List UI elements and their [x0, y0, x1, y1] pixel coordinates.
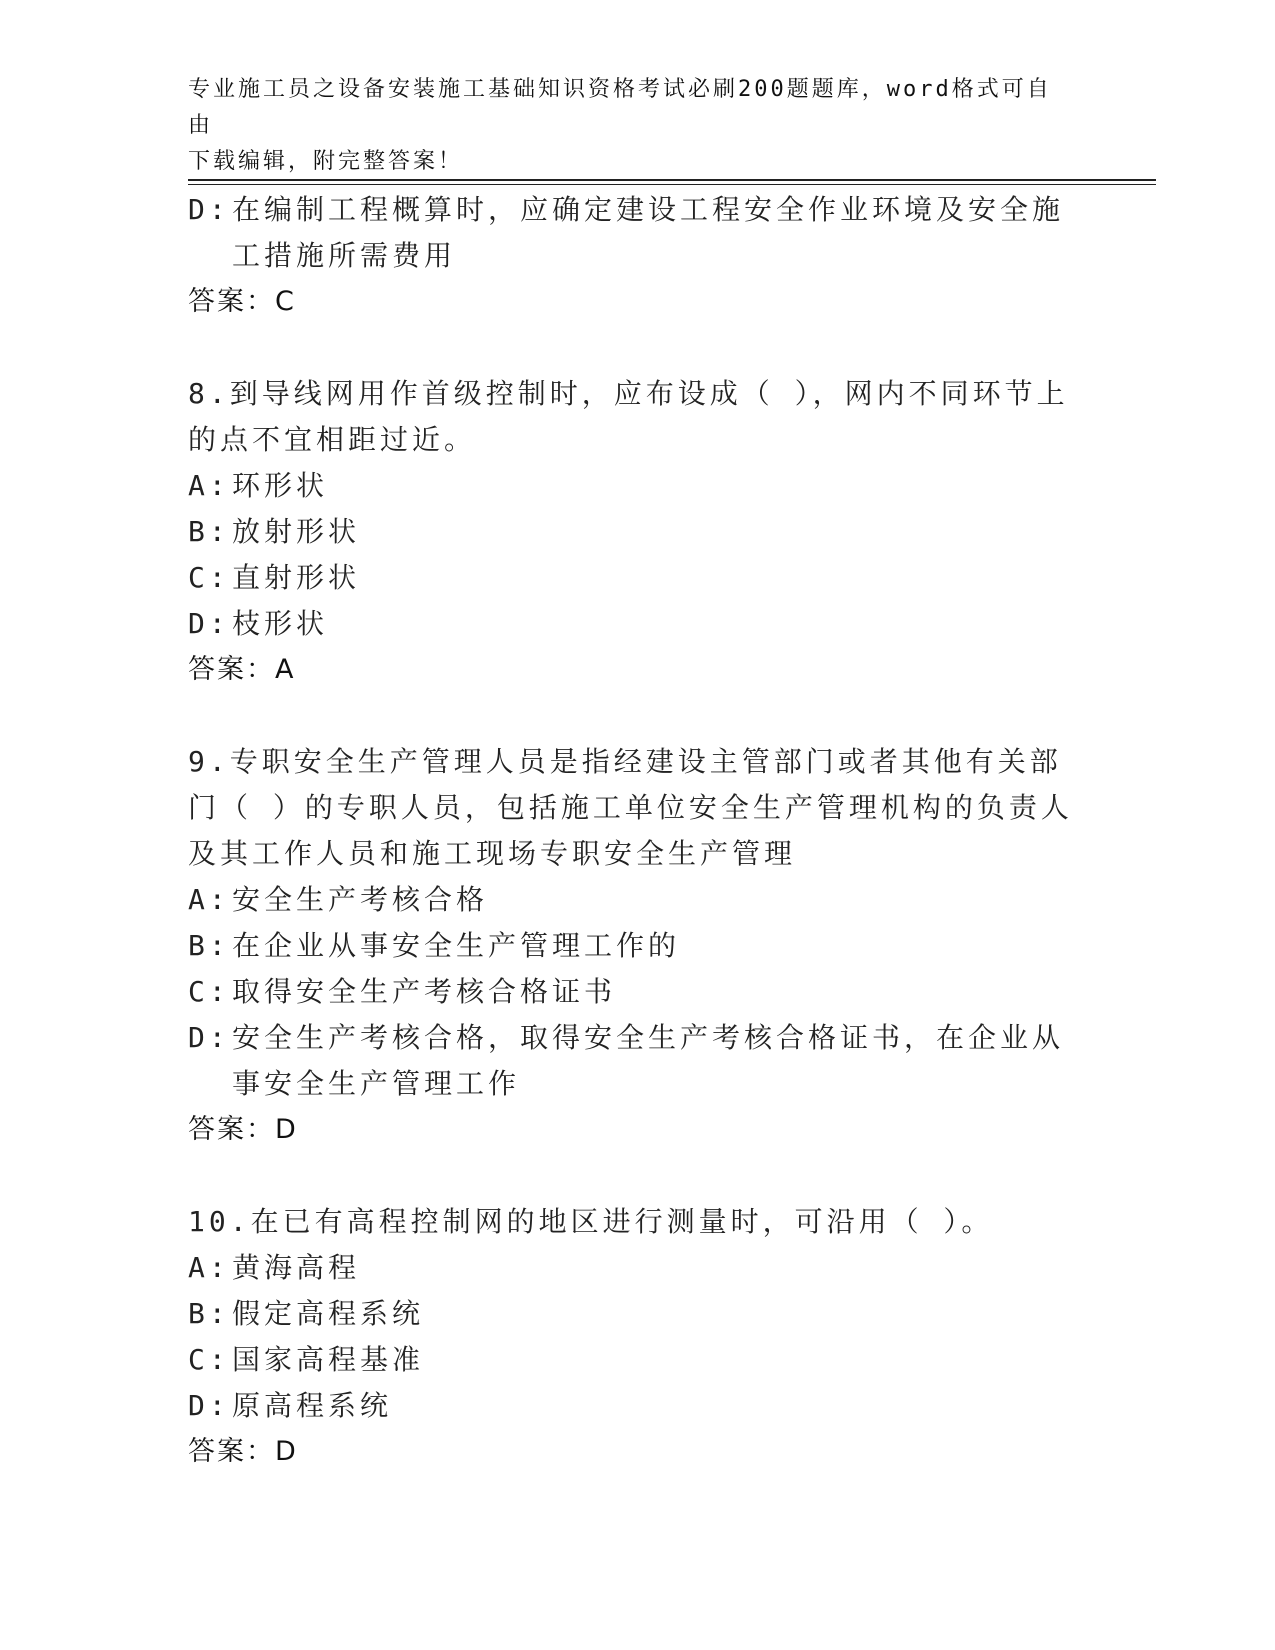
- option-letter: D:: [188, 1389, 230, 1422]
- option-letter: D:: [188, 607, 230, 640]
- option-letter: D:: [188, 1021, 230, 1054]
- option-b: [188, 923, 1088, 969]
- question-stem: 9.专职安全生产管理人员是指经建设主管部门或者其他有关部门（ ）的专职人员，包括施工单位安全生产管理机构的负责人及其工作人员和施工现场专职安全生产管理: [188, 745, 1073, 870]
- option-d: [188, 1015, 1088, 1107]
- option-c: [188, 1337, 1088, 1383]
- option-letter: A:: [188, 469, 230, 502]
- carryover-answer: 答案：C: [188, 286, 296, 317]
- option-text: 假定高程系统: [232, 1297, 425, 1330]
- option-letter: B:: [188, 929, 230, 962]
- option-text: 枝形状: [232, 607, 329, 640]
- option-letter: D:: [188, 193, 230, 226]
- option-text: 安全生产考核合格，取得安全生产考核合格证书，在企业从事安全生产管理工作: [232, 1021, 1065, 1100]
- option-text: 放射形状: [232, 515, 361, 548]
- header-divider-thick: [188, 179, 1156, 181]
- option-text: 安全生产考核合格: [232, 883, 489, 916]
- option-letter: A:: [188, 1251, 230, 1284]
- header-divider-thin: [188, 184, 1156, 185]
- question-content: [188, 187, 1088, 1475]
- option-c: [188, 555, 1088, 601]
- header-line-1: 专业施工员之设备安装施工基础知识资格考试必刷200题题库，word格式可自由: [188, 77, 1052, 138]
- answer: 答案：D: [188, 1436, 298, 1467]
- question-stem: 8.到导线网用作首级控制时，应布设成（ ），网内不同环节上的点不宜相距过近。: [188, 377, 1069, 456]
- option-text: 在企业从事安全生产管理工作的: [232, 929, 681, 962]
- option-letter: A:: [188, 883, 230, 916]
- option-letter: B:: [188, 1297, 230, 1330]
- question-10: [188, 1199, 1088, 1475]
- option-letter: C:: [188, 1343, 230, 1376]
- question-8: [188, 371, 1088, 693]
- option-letter: B:: [188, 515, 230, 548]
- option-a: [188, 1245, 1088, 1291]
- option-text: 国家高程基准: [232, 1343, 425, 1376]
- option-text: 黄海高程: [232, 1251, 361, 1284]
- option-d: [188, 601, 1088, 647]
- option-text: 取得安全生产考核合格证书: [232, 975, 617, 1008]
- option-text: 环形状: [232, 469, 329, 502]
- document-header: [188, 72, 1068, 180]
- question-stem: 10.在已有高程控制网的地区进行测量时，可沿用（ ）。: [188, 1205, 994, 1238]
- option-letter: C:: [188, 975, 230, 1008]
- option-c: [188, 969, 1088, 1015]
- question-9: [188, 739, 1088, 1153]
- answer: 答案：A: [188, 654, 296, 685]
- carryover-option-d: [188, 187, 1088, 279]
- option-text: 直射形状: [232, 561, 361, 594]
- option-text: 原高程系统: [232, 1389, 393, 1422]
- option-b: [188, 1291, 1088, 1337]
- option-a: [188, 463, 1088, 509]
- answer: 答案：D: [188, 1114, 298, 1145]
- option-text: 在编制工程概算时，应确定建设工程安全作业环境及安全施工措施所需费用: [232, 193, 1065, 272]
- option-d: [188, 1383, 1088, 1429]
- option-b: [188, 509, 1088, 555]
- header-line-2: 下载编辑，附完整答案！: [188, 149, 464, 174]
- option-letter: C:: [188, 561, 230, 594]
- option-a: [188, 877, 1088, 923]
